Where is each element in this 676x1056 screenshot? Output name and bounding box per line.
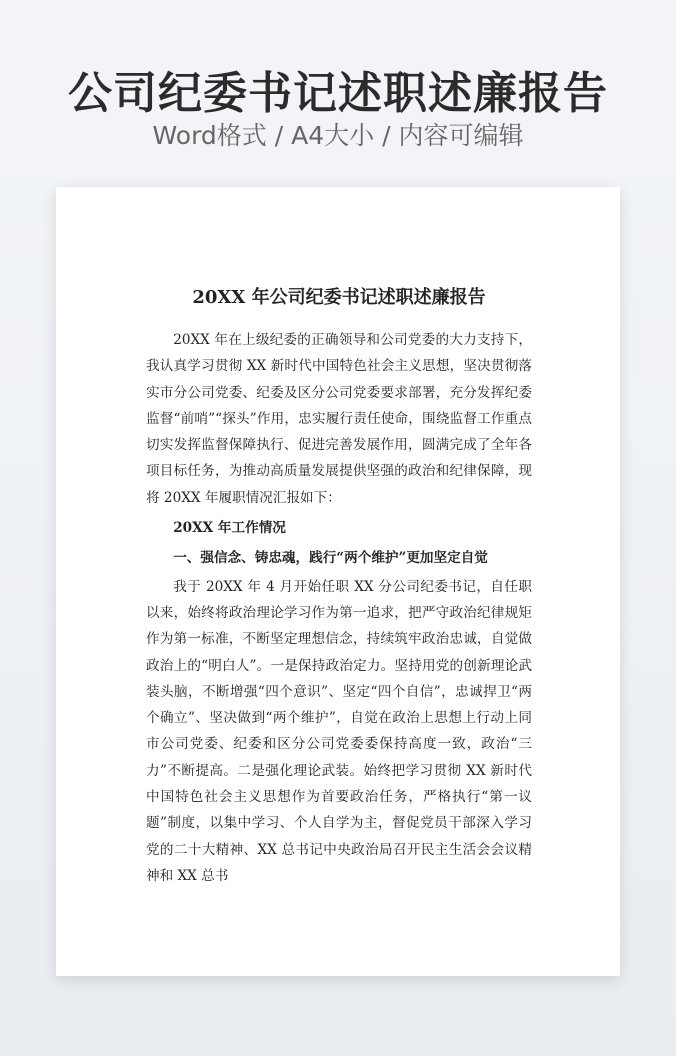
banner-title: 公司纪委书记述职述廉报告 bbox=[68, 68, 608, 119]
intro-paragraph: 20XX 年在上级纪委的正确领导和公司党委的大力支持下，我认真学习贯彻 XX 新时代中国特色社会主义思想，坚决贯彻落实市分公司党委、纪委及区分公司党委要求部署，充分发挥纪委监督“前哨”“探头”作用，忠实履行责任使命，围绕监督工作重点切实发挥监督保障执行、促进完善发展作用，圆满完成了全年各项目标任务，为推动高质量发展提供坚强的政治和纪律保障，现将 20XX 年履职情况汇报如下： bbox=[146, 332, 532, 506]
document-page bbox=[56, 187, 620, 976]
banner-subtitle: Word格式 / A4大小 / 内容可编辑 bbox=[152, 121, 524, 150]
section-heading: 20XX 年工作情况 bbox=[173, 520, 286, 537]
document-title: 20XX 年公司纪委书记述职述廉报告 bbox=[192, 287, 486, 308]
body-paragraph: 我于 20XX 年 4 月开始任职 XX 分公司纪委书记，自任职以来，始终将政治理论学习作为第一追求，把严守政治纪律规矩作为第一标准，不断坚定理想信念，持续筑牢政治忠诚，自觉做政治上的“明白人”。一是保持政治定力。坚持用党的创新理论武装头脑，不断增强“四个意识”、坚定“四个自信”，忠诚捍卫“两个确立”、坚决做到“两个维护”，自觉在政治上思想上行动上同市公司党委、纪委和区分公司党委委保持高度一致，政治“三力”不断提高。二是强化理论武装。始终把学习贯彻 XX 新时代中国特色社会主义思想作为首要政治任务，严格执行“第一议题”制度，以集中学习、个人自学为主，督促党员干部深入学习党的二十大精神、XX 总书记中央政治局召开民主生活会会议精神和 XX 总书 bbox=[146, 578, 532, 884]
subsection-heading: 一、强信念、铸忠魂，践行“两个维护”更加坚定自觉 bbox=[173, 550, 488, 567]
document-body bbox=[146, 283, 532, 889]
